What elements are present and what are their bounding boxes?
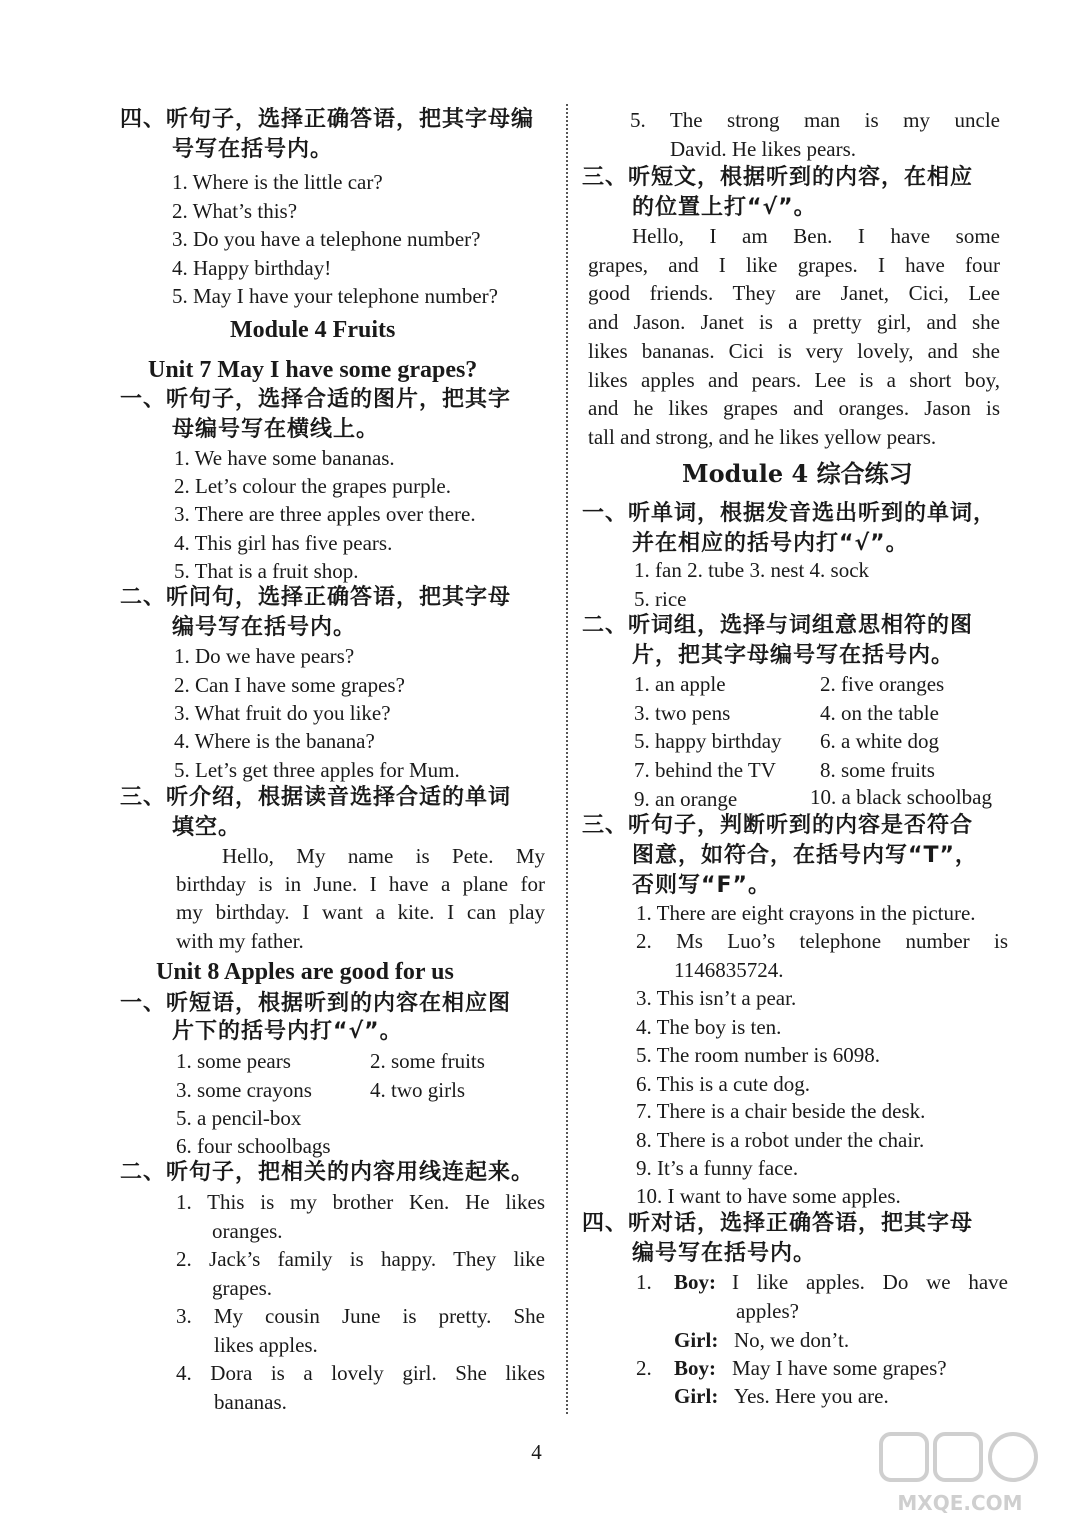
phrase-item: 3. two pens: [634, 701, 731, 725]
phrase-item: 4. two girls: [370, 1078, 466, 1102]
list-item: 3. There are three apples over there.: [174, 502, 476, 526]
sentence-line: 3. This isn’t a pear.: [636, 986, 797, 1010]
dialogue-speaker: Girl:: [674, 1328, 719, 1352]
watermark-text: MXQE.COM: [897, 1491, 1023, 1515]
dialogue-number: 2.: [636, 1356, 652, 1380]
sentence-line: 4. Dora is a lovely girl. She likes: [176, 1361, 545, 1385]
section-heading-cont: 的位置上打“√”。: [632, 195, 817, 220]
section-heading: 一、听短语，根据听到的内容在相应图: [120, 991, 512, 1016]
sentence-line: likes apples.: [214, 1333, 318, 1357]
sentence-line: 5. The room number is 6098.: [636, 1043, 881, 1067]
dialogue-speaker: Boy:: [674, 1356, 716, 1380]
section-heading-cont: 编号写在括号内。: [172, 615, 357, 640]
passage-line: grapes, and I like grapes. I have four: [588, 253, 1000, 277]
list-item: 3. What fruit do you like?: [174, 701, 391, 725]
phrase-item: 6. four schoolbags: [176, 1134, 331, 1158]
section-heading: 四、听对话，选择正确答语，把其字母: [582, 1211, 974, 1236]
dialogue-speaker: Boy:: [674, 1270, 716, 1294]
watermark-logo: [875, 1430, 1045, 1518]
passage-line: my birthday. I want a kite. I can play: [176, 900, 545, 924]
phrase-item: 6. a white dog: [820, 729, 939, 753]
list-item: 5. May I have your telephone number?: [172, 284, 498, 308]
phrase-item: 1. an apple: [634, 672, 726, 696]
section-heading-cont: 并在相应的括号内打“√”。: [632, 531, 909, 556]
section-heading: 四、听句子，选择正确答语，把其字母编: [120, 107, 535, 132]
dialogue-speaker: Girl:: [674, 1384, 719, 1408]
sentence-line: oranges.: [212, 1219, 283, 1243]
list-item: 4. Where is the banana?: [174, 729, 375, 753]
section-heading-cont: 片下的括号内打“√”。: [172, 1019, 403, 1044]
passage-line: Hello, I am Ben. I have some: [632, 224, 1000, 248]
dialogue-text: Yes. Here you are.: [734, 1384, 889, 1408]
section-heading-cont: 填空。: [172, 815, 242, 840]
section-heading: 三、听短文，根据听到的内容，在相应: [582, 165, 974, 190]
section-heading: 一、听句子，选择合适的图片，把其字: [120, 387, 512, 412]
word-list: 1. fan 2. tube 3. nest 4. sock: [634, 558, 870, 582]
sentence-line: 3. My cousin June is pretty. She: [176, 1304, 545, 1328]
unit-title: Unit 7 May I have some grapes?: [148, 357, 478, 383]
phrase-item: 2. five oranges: [820, 672, 945, 696]
sentence-line: 5. The strong man is my uncle: [630, 108, 1000, 132]
dialogue-text: No, we don’t.: [734, 1328, 850, 1352]
list-item: 2. Can I have some grapes?: [174, 673, 405, 697]
section-heading: 二、听词组，选择与词组意思相符的图: [582, 613, 974, 638]
section-heading-cont: 号写在括号内。: [172, 137, 334, 162]
sentence-line: David. He likes pears.: [670, 137, 857, 161]
dialogue-number: 1.: [636, 1270, 652, 1294]
sentence-line: 1146835724.: [674, 958, 784, 982]
phrase-item: 2. some fruits: [370, 1049, 485, 1073]
section-heading: 一、听单词，根据发音选出听到的单词，: [582, 501, 997, 526]
sentence-line: 2. Ms Luo’s telephone number is: [636, 929, 1008, 953]
sentence-line: 1. This is my brother Ken. He likes: [176, 1190, 545, 1214]
list-item: 1. Do we have pears?: [174, 644, 355, 668]
sentence-line: 1. There are eight crayons in the picture.: [636, 901, 976, 925]
sentence-line: 6. This is a cute dog.: [636, 1072, 811, 1096]
phrase-item: 9. an orange: [634, 787, 738, 811]
phrase-item: 1. some pears: [176, 1049, 291, 1073]
section-heading: 三、听介绍，根据读音选择合适的单词: [120, 785, 512, 810]
list-item: 4. Happy birthday!: [172, 256, 332, 280]
sentence-line: 2. Jack’s family is happy. They like: [176, 1247, 545, 1271]
section-heading: 二、听句子，把相关的内容用线连起来。: [120, 1160, 535, 1185]
phrase-item: 8. some fruits: [820, 758, 935, 782]
section-heading-cont: 图意，如符合，在括号内写“T”，: [632, 843, 978, 868]
column-divider: [566, 104, 568, 1414]
section-heading-cont: 否则写“F”。: [632, 873, 771, 898]
section-heading: 二、听问句，选择正确答语，把其字母: [120, 585, 512, 610]
section-heading: 三、听句子，判断听到的内容是否符合: [582, 813, 974, 838]
list-item: 2. Let’s colour the grapes purple.: [174, 474, 451, 498]
phrase-item: 5. happy birthday: [634, 729, 782, 753]
passage-line: likes bananas. Cici is very lovely, and she: [588, 339, 1000, 363]
passage-line: good friends. They are Janet, Cici, Lee: [588, 281, 1000, 305]
unit-title: Unit 8 Apples are good for us: [156, 959, 454, 985]
passage-line: Hello, My name is Pete. My: [222, 844, 545, 868]
dialogue-text: May I have some grapes?: [732, 1356, 947, 1380]
sentence-line: 7. There is a chair beside the desk.: [636, 1099, 926, 1123]
dialogue-text: I like apples. Do we have: [732, 1270, 1008, 1294]
list-item: 2. What’s this?: [172, 199, 298, 223]
list-item: 1. Where is the little car?: [172, 170, 383, 194]
section-heading-cont: 编号写在括号内。: [632, 1241, 817, 1266]
sentence-line: 10. I want to have some apples.: [636, 1184, 901, 1208]
passage-line: tall and strong, and he likes yellow pears.: [588, 425, 937, 449]
list-item: 3. Do you have a telephone number?: [172, 227, 481, 251]
passage-line: likes apples and pears. Lee is a short boy,: [588, 368, 1000, 392]
phrase-item: 3. some crayons: [176, 1078, 312, 1102]
sentence-line: 8. There is a robot under the chair.: [636, 1128, 925, 1152]
sentence-line: 9. It’s a funny face.: [636, 1156, 799, 1180]
word-list: 5. rice: [634, 587, 687, 611]
dialogue-text: apples?: [736, 1299, 799, 1323]
phrase-item: 5. a pencil-box: [176, 1106, 302, 1130]
phrase-item: 7. behind the TV: [634, 758, 776, 782]
page-number: 4: [531, 1440, 542, 1464]
phrase-item: 10. a black schoolbag: [810, 785, 992, 809]
list-item: 5. Let’s get three apples for Mum.: [174, 758, 460, 782]
passage-line: with my father.: [176, 929, 304, 953]
list-item: 5. That is a fruit shop.: [174, 559, 359, 583]
phrase-item: 4. on the table: [820, 701, 939, 725]
list-item: 1. We have some bananas.: [174, 446, 395, 470]
module-title: Module 4 Fruits: [230, 317, 396, 343]
passage-line: and he likes grapes and oranges. Jason is: [588, 396, 1000, 420]
passage-line: and Jason. Janet is a pretty girl, and she: [588, 310, 1000, 334]
passage-line: birthday is in June. I have a plane for: [176, 872, 545, 896]
section-heading-cont: 母编号写在横线上。: [172, 417, 380, 442]
section-heading-cont: 片，把其字母编号写在括号内。: [632, 643, 955, 668]
sentence-line: 4. The boy is ten.: [636, 1015, 782, 1039]
module-review-title: Module 4 综合练习: [682, 459, 913, 488]
sentence-line: bananas.: [214, 1390, 287, 1414]
list-item: 4. This girl has five pears.: [174, 531, 393, 555]
sentence-line: grapes.: [212, 1276, 273, 1300]
